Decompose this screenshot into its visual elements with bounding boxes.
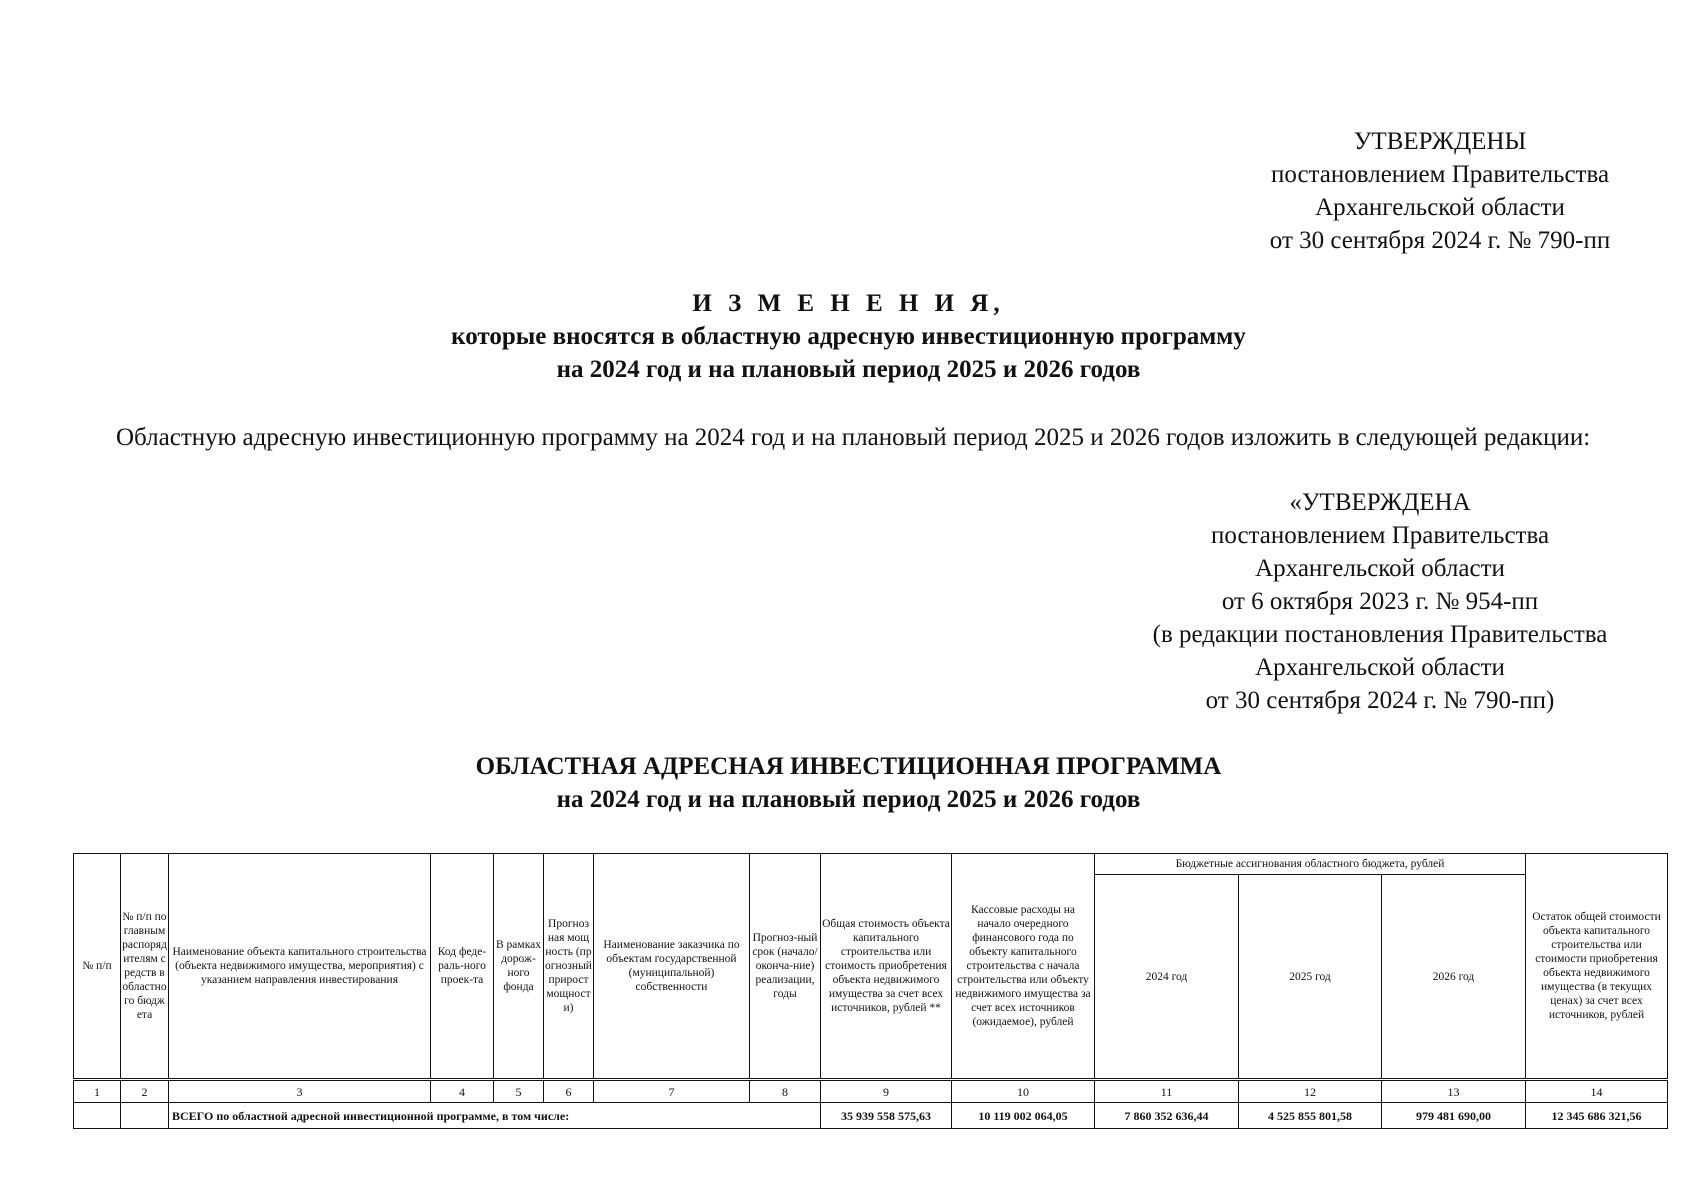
intro-paragraph <box>44 421 1654 454</box>
total-cost-value: 35 939 558 575,63 <box>821 1103 952 1129</box>
program-title-line: ОБЛАСТНАЯ АДРЕСНАЯ ИНВЕСТИЦИОННАЯ ПРОГРАММА <box>475 753 1222 780</box>
approval-line: (в редакции постановления Правительства <box>1152 621 1608 648</box>
changes-heading: И З М Е Н Е Н И Я, <box>692 290 1005 317</box>
remainder-value: 12 345 686 321,56 <box>1526 1103 1668 1129</box>
column-number: 14 <box>1526 1080 1668 1103</box>
column-number: 6 <box>544 1080 594 1103</box>
header-col-3: Наименование объекта капитального строительства (объекта недвижимого имущества, мероприятия) с указанием направления инвестирования <box>169 854 431 1080</box>
column-number: 10 <box>952 1080 1095 1103</box>
header-budget-group: Бюджетные ассигнования областного бюджета, рублей <box>1095 854 1526 875</box>
column-numbers-row <box>74 1080 1668 1103</box>
header-col-2: № п/п по главным распорядителям средств в областного бюджета <box>121 854 169 1080</box>
approval-line: постановлением Правительства <box>1270 161 1610 188</box>
cash-expenses-value: 10 119 002 064,05 <box>952 1103 1095 1129</box>
column-number: 1 <box>74 1080 121 1103</box>
column-number: 8 <box>750 1080 821 1103</box>
header-col-9: Общая стоимость объекта капитального строительства или стоимость приобретения объекта недвижимого имущества за счет всех источников, рублей ** <box>821 854 952 1080</box>
header-col-5: В рамках дорож-ного фонда <box>494 854 544 1080</box>
approval-line: от 30 сентября 2024 г. № 790-пп) <box>1205 687 1555 714</box>
column-number: 9 <box>821 1080 952 1103</box>
header-col-13: 2026 год <box>1382 875 1526 1080</box>
budget-2024-value: 7 860 352 636,44 <box>1095 1103 1239 1129</box>
approval-line: Архангельской области <box>1255 654 1505 681</box>
total-label: ВСЕГО по областной адресной инвестиционной программе, в том числе: <box>169 1103 821 1129</box>
table-row-total <box>74 1103 1668 1129</box>
column-number: 12 <box>1239 1080 1382 1103</box>
header-col-11: 2024 год <box>1095 875 1239 1080</box>
column-number: 2 <box>121 1080 169 1103</box>
approval-line: от 6 октября 2023 г. № 954-пп <box>1221 588 1539 615</box>
header-col-14: Остаток общей стоимости объекта капитального строительства или стоимости приобретения объекта недвижимого имущества (в текущих ценах) за счет всех источников, рублей <box>1526 854 1668 1080</box>
approval-line: УТВЕРЖДЕНЫ <box>1353 128 1527 155</box>
budget-2026-value: 979 481 690,00 <box>1382 1103 1526 1129</box>
header-col-10: Кассовые расходы на начало очередного финансового года по объекту капитального строительства с начала строительства или объекту недвижимого имущества за счет всех источников (ожидаемое), рублей <box>952 854 1095 1080</box>
column-number: 7 <box>594 1080 750 1103</box>
column-number: 5 <box>494 1080 544 1103</box>
program-title <box>0 750 1697 816</box>
header-col-12: 2025 год <box>1239 875 1382 1080</box>
total-empty-cell <box>74 1103 121 1129</box>
approval-line: Архангельской области <box>1315 194 1565 221</box>
approval-stamp-top <box>1240 125 1640 257</box>
approval-stamp-second <box>1100 486 1660 717</box>
program-subtitle-line: на 2024 год и на плановый период 2025 и 2026 годов <box>556 786 1141 813</box>
program-table <box>73 853 1668 1129</box>
header-col-4: Код феде-раль-ного проек-та <box>431 854 494 1080</box>
header-col-8: Прогноз-ный срок (начало/ оконча-ние) реализации, годы <box>750 854 821 1080</box>
approval-line: постановлением Правительства <box>1210 522 1550 549</box>
table-header-row <box>74 854 1668 875</box>
changes-subtitle-line: на 2024 год и на плановый период 2025 и 2026 годов <box>556 356 1141 383</box>
total-empty-cell <box>121 1103 169 1129</box>
changes-subtitle-line: которые вносятся в областную адресную инвестиционную программу <box>451 323 1246 350</box>
approval-line: Архангельской области <box>1255 555 1505 582</box>
budget-2025-value: 4 525 855 801,58 <box>1239 1103 1382 1129</box>
column-number: 4 <box>431 1080 494 1103</box>
intro-text: Областную адресную инвестиционную программу на 2024 год и на плановый период 2025 и 2026 годов изложить в следующей редакции: <box>116 424 1591 451</box>
column-number: 13 <box>1382 1080 1526 1103</box>
header-col-7: Наименование заказчика по объектам государственной (муниципальной) собственности <box>594 854 750 1080</box>
approval-line: от 30 сентября 2024 г. № 790-пп <box>1269 227 1611 254</box>
column-number: 11 <box>1095 1080 1239 1103</box>
approval-line: «УТВЕРЖДЕНА <box>1289 489 1471 516</box>
header-col-6: Прогнозная мощность (прогнозный прирост мощности) <box>544 854 594 1080</box>
changes-title <box>0 287 1697 386</box>
header-col-1: № п/п <box>74 854 121 1080</box>
column-number: 3 <box>169 1080 431 1103</box>
